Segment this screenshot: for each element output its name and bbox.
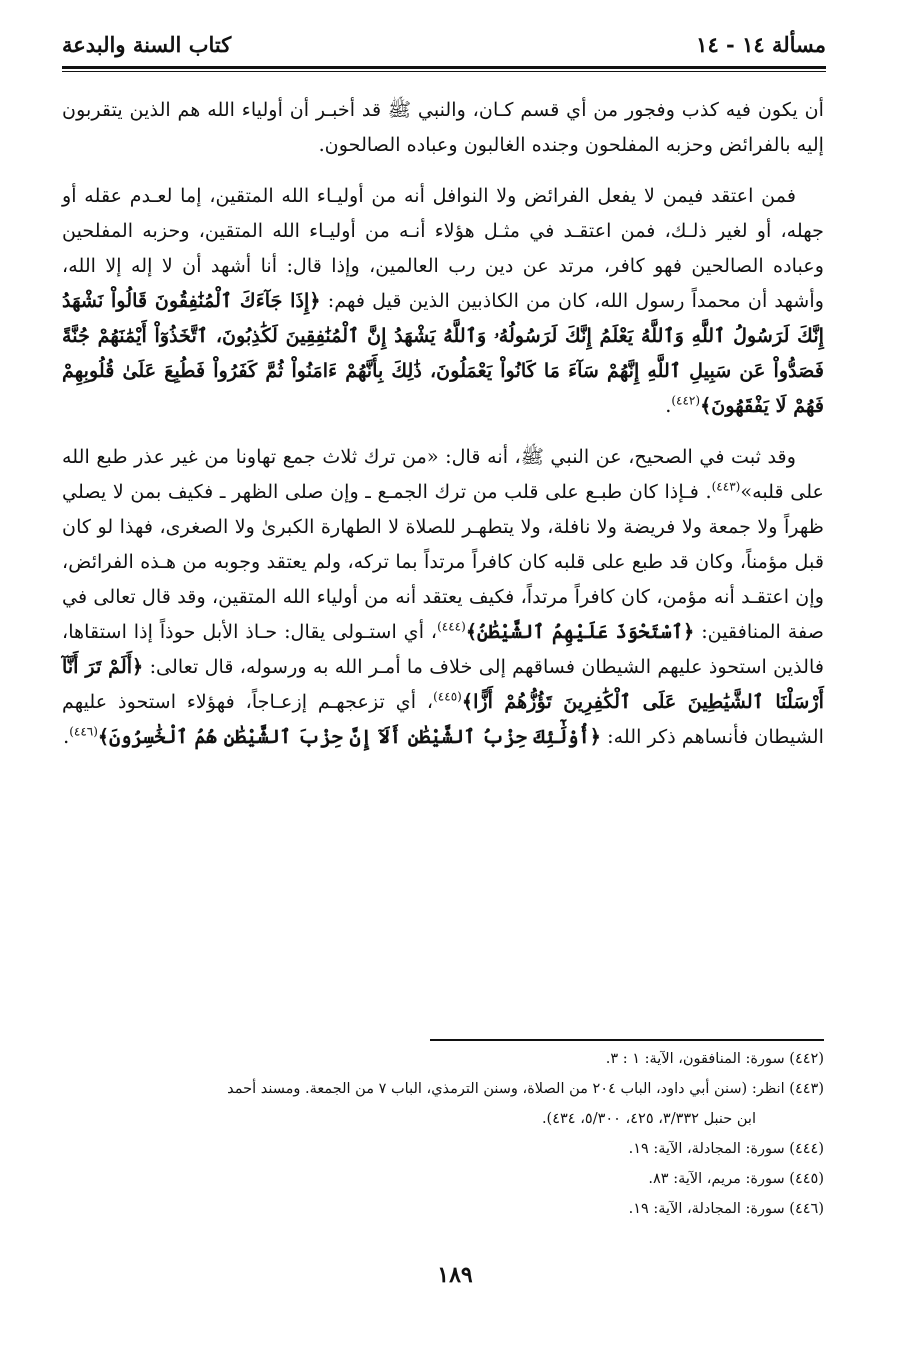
main-text [62, 92, 824, 770]
footnote-ref: (٤٤٢) [671, 393, 701, 408]
footnote-ref: (٤٤٤) [437, 619, 466, 634]
paragraph-2 [62, 178, 824, 423]
paragraph-3 [62, 439, 824, 754]
page-header [62, 28, 826, 62]
footnote-text: سورة: مريم، الآية: ٨٣. [648, 1171, 785, 1187]
header-rule [62, 66, 826, 69]
footnote-443 [62, 1074, 824, 1134]
footnote-442 [62, 1044, 824, 1074]
footnote-445 [62, 1164, 824, 1194]
quran-verse: ﴿أُوْلَٰٓئِكَ حِزْبُ ٱلشَّيْطَٰنِ أَلَآ إِنَّ حِزْبَ ٱلشَّيْطَٰنِ هُمُ ٱلْخَٰسِرُونَ﴾ [97, 725, 602, 748]
footnote-separator [430, 1039, 824, 1041]
footnote-ref: (٤٤٦) [69, 724, 98, 739]
paragraph-3-text: ، أي تزعجهـم إزعـاجاً، فهؤلاء استحوذ عليهم الشيطان فأنساهم ذكر الله: [62, 690, 824, 748]
footnote-ref: (٤٤٣) [711, 479, 741, 494]
footnote-number: (٤٤٤) [789, 1141, 824, 1157]
paragraph-2-end: . [665, 394, 672, 417]
footnote-number: (٤٤٦) [789, 1201, 824, 1217]
footnote-text: سورة: المجادلة، الآية: ١٩. [628, 1201, 785, 1217]
footnote-number: (٤٤٣) [789, 1081, 824, 1097]
footnote-446 [62, 1194, 824, 1224]
quran-verse: ﴿ٱسْتَحْوَذَ عَلَيْهِمُ ٱلشَّيْطَٰنُ﴾ [465, 620, 695, 643]
footnote-number: (٤٤٥) [789, 1171, 824, 1187]
footnote-text: سورة: المجادلة، الآية: ١٩. [628, 1141, 785, 1157]
paragraph-3-text: . فـإذا كان طبـع على قلب من ترك الجمـع ـ وإن صلى الظهر ـ فكيف بمن لا يصلي ظهراً ولا جمعة ولا فريضة ولا نافلة، ولا يتطهـر للصلاة لا الطهارة الكبرىٰ ولا الصغرى، فهذا لو كان قبل مؤمناً، وكان قد طبع على قلبه كان كافراً مرتداً بما تركه، ولم يعتقد وجوبه من هـذه الفرائض، وإن اعتقـد أنه مؤمن، كان كافراً مرتداً، فكيف يعتقد أنه من أولياء الله المتقين، وقد قال تعالى في صفة المنافقين: [62, 480, 824, 643]
section-label: مسألة ١٤ - ١٤ [696, 32, 826, 57]
footnote-text-continued: ابن حنبل ٣/٣٣٢، ٤٢٥، ٥/٣٠٠، ٤٣٤). [541, 1111, 756, 1127]
page-number: ١٨٩ [437, 1262, 473, 1288]
footnotes [62, 1044, 824, 1224]
paragraph-3-text: وقد ثبت في الصحيح، عن النبي ﷺ، أنه قال: «من ترك ثلاث جمع تهاونا من غير عذر طبع الله على قلبه» [62, 445, 824, 503]
footnote-number: (٤٤٢) [789, 1051, 824, 1067]
footnote-text: سورة: المنافقون، الآية: ١ : ٣. [605, 1051, 785, 1067]
footnote-text: انظر: (سنن أبي داود، الباب ٢٠٤ من الصلاة، وسنن الترمذي، الباب ٧ من الجمعة. ومسند أحمد [227, 1081, 785, 1097]
book-title: كتاب السنة والبدعة [62, 32, 232, 57]
paragraph-3-end: . [63, 725, 70, 748]
quran-verse: ﴿إِذَا جَآءَكَ ٱلْمُنَٰفِقُونَ قَالُواْ نَشْهَدُ إِنَّكَ لَرَسُولُ ٱللَّهِ وَٱللَّهُ يَعْلَمُ إِنَّكَ لَرَسُولُهُۥ وَٱللَّهُ يَشْهَدُ إِنَّ ٱلْمُنَٰفِقِينَ لَكَٰذِبُونَ، ٱتَّخَذُوٓاْ أَيْمَٰنَهُمْ جُنَّةً فَصَدُّواْ عَن سَبِيلِ ٱللَّهِ إِنَّهُمْ سَآءَ مَا كَانُواْ يَعْمَلُونَ، ذَٰلِكَ بِأَنَّهُمْ ءَامَنُواْ ثُمَّ كَفَرُواْ فَطُبِعَ عَلَىٰ قُلُوبِهِمْ فَهُمْ لَا يَفْقَهُونَ﴾ [62, 289, 824, 417]
footnote-444 [62, 1134, 824, 1164]
footnote-ref: (٤٤٥) [433, 689, 462, 704]
paragraph-2-text: فمن اعتقد فيمن لا يفعل الفرائض ولا النوافل أنه من أوليـاء الله المتقين، إما لعـدم عقله أو جهله، أو لغير ذلـك، فمن اعتقـد في مثـل هؤلاء أنـه من أوليـاء الله المتقين، وحزبه المفلحين وعباده الصالحين فهو كافر، مرتد عن دين رب العالمين، وإذا قال: أنا أشهد أن لا إله إلا الله، وأشهد أن محمداً رسول الله، كان من الكاذبين الذين قيل فهم: [62, 184, 824, 312]
header-rule-thin [62, 71, 826, 72]
paragraph-3-text: ، أي استـولى يقال: حـاذ الأبل حوذاً إذا استقاها، فالذين استحوذ عليهم الشيطان فساقهم إلى خلاف ما أمـر الله به ورسوله، قال تعالى: [62, 620, 825, 678]
paragraph-1: أن يكون فيه كذب وفجور من أي قسم كـان، والنبي ﷺ قد أخبـر أن أولياء الله هم الذين يتقربون إليه بالفرائض وحزبه المفلحون وجنده الغالبون وعباده الصالحون. [62, 98, 824, 156]
quran-verse: ﴿أَلَمْ تَرَ أَنَّآ أَرْسَلْنَا ٱلشَّيَٰطِينَ عَلَى ٱلْكَٰفِرِينَ تَؤُزُّهُمْ أَزًّا﴾ [62, 655, 824, 713]
